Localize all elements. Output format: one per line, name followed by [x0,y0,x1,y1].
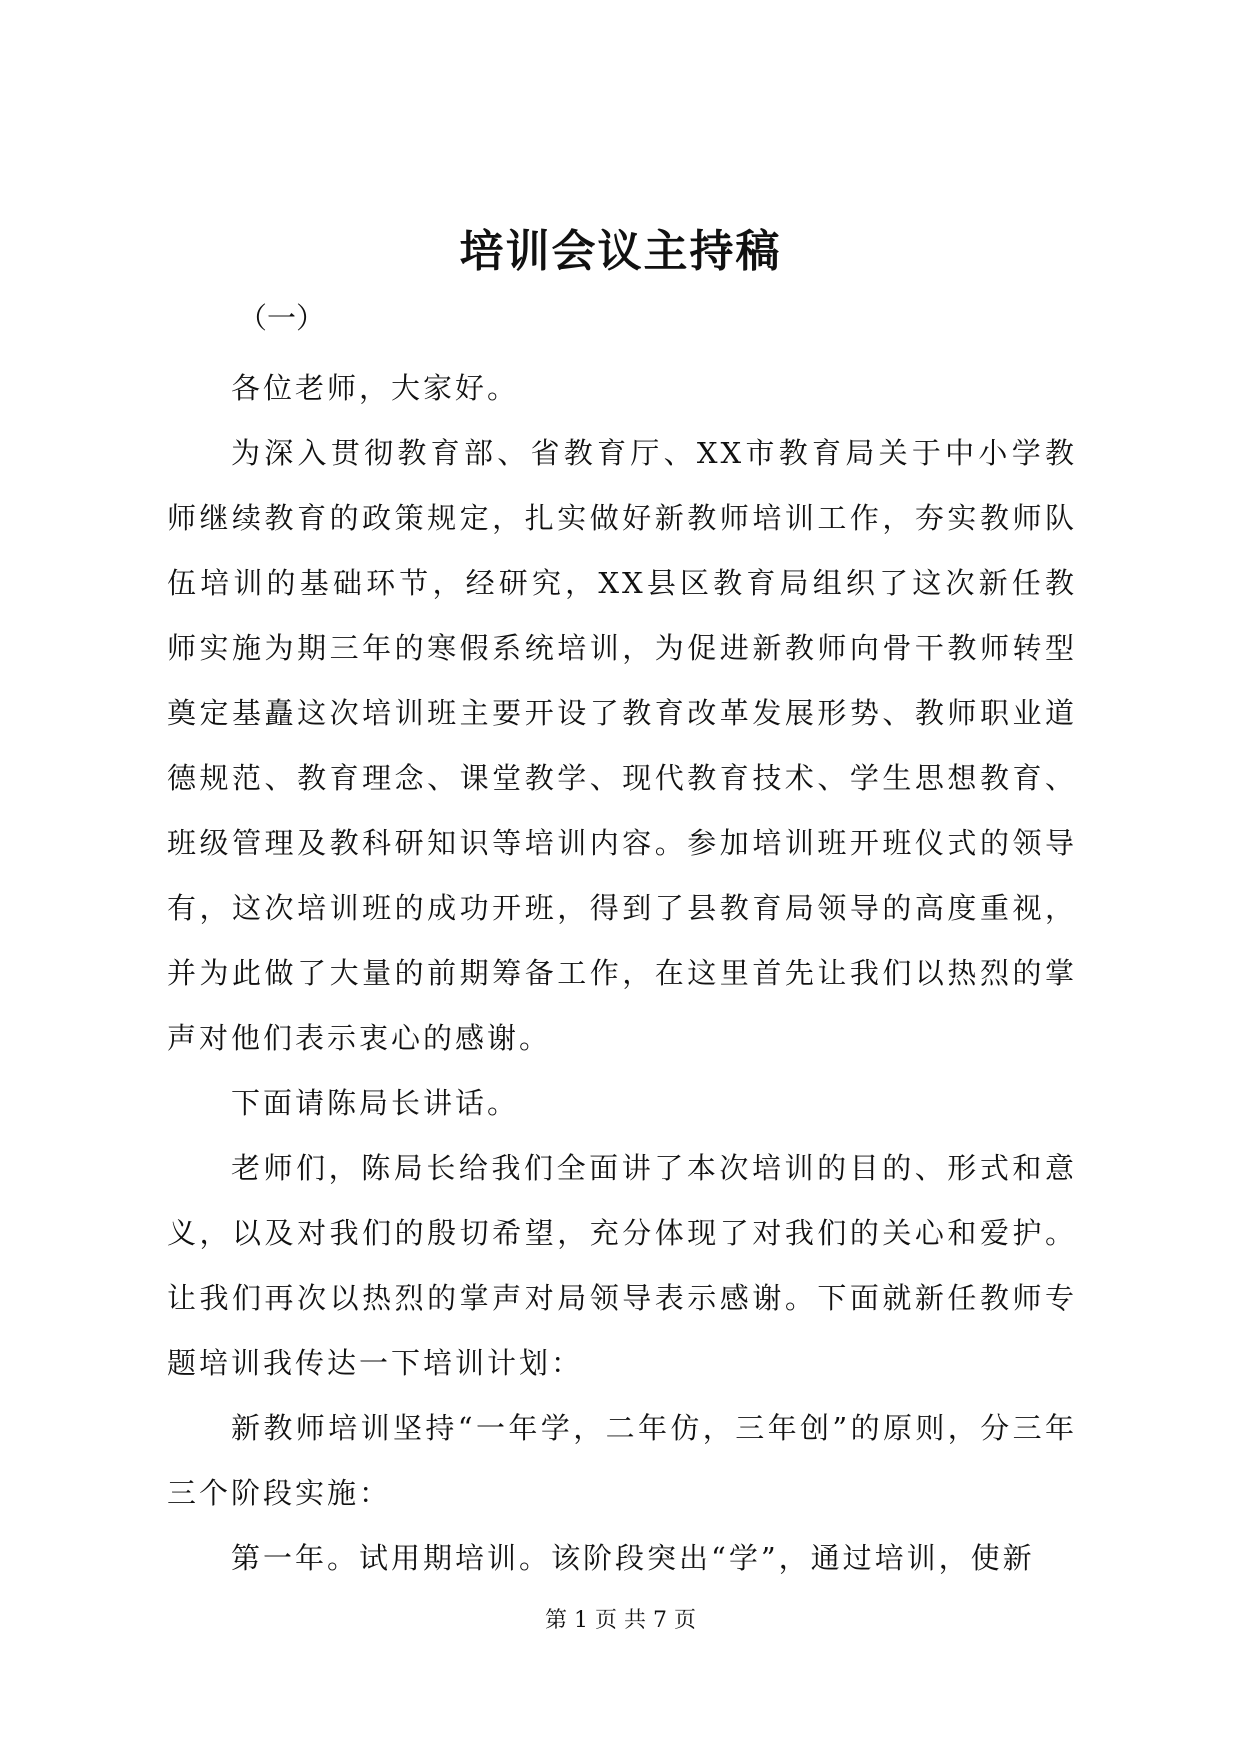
document-body [167,356,1077,1591]
paragraph-introduction: 为深入贯彻教育部、省教育厅、XX市教育局关于中小学教师继续教育的政策规定，扎实做好新教师培训工作，夯实教师队伍培训的基础环节，经研究，XX县区教育局组织了这次新任教师实施为期三年的寒假系统培训，为促进新教师向骨干教师转型奠定基矗这次培训班主要开设了教育改革发展形势、教师职业道德规范、教育理念、课堂教学、现代教育技术、学生思想教育、班级管理及教科研知识等培训内容。参加培训班开班仪式的领导有，这次培训班的成功开班，得到了县教育局领导的高度重视，并为此做了大量的前期筹备工作，在这里首先让我们以热烈的掌声对他们表示衷心的感谢。 [167,436,1077,1055]
paragraph-first-year: 第一年。试用期培训。该阶段突出“学”，通过培训，使新 [231,1541,1035,1575]
page-footer: 第 1 页 共 7 页 [545,1608,696,1633]
paragraph-principle: 新教师培训坚持“一年学，二年仿，三年创”的原则，分三年三个阶段实施： [167,1411,1077,1510]
paragraph-greeting: 各位老师，大家好。 [231,371,520,405]
paragraph-thanks: 老师们，陈局长给我们全面讲了本次培训的目的、形式和意义，以及对我们的殷切希望，充分体现了对我们的关心和爱护。让我们再次以热烈的掌声对局领导表示感谢。下面就新任教师专题培训我传达一下培训计划： [167,1151,1077,1380]
paragraph-speech-invite: 下面请陈局长讲话。 [231,1086,520,1120]
section-number: （一） [238,301,326,335]
document-title: 培训会议主持稿 [459,226,782,277]
